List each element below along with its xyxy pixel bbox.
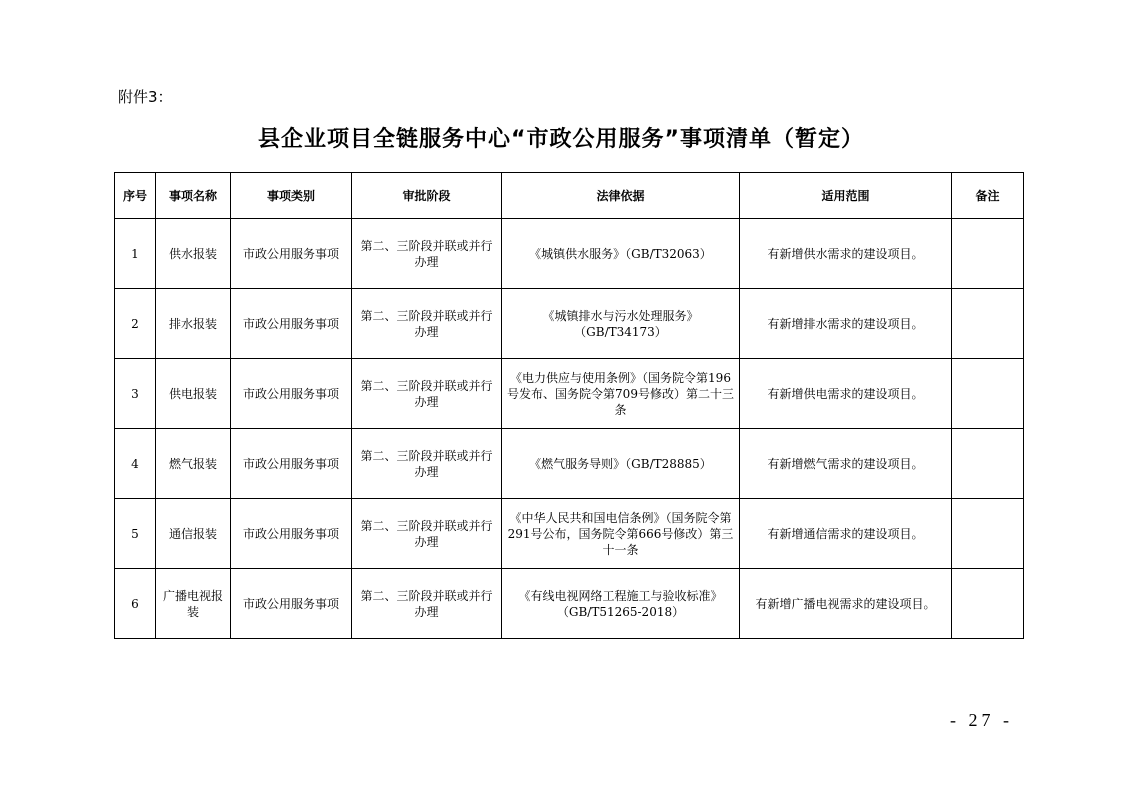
table-header-row — [115, 173, 1024, 219]
cell-no: 6 — [115, 569, 156, 639]
cell-stage: 第二、三阶段并联或并行办理 — [352, 289, 502, 359]
cell-remarks — [952, 499, 1024, 569]
cell-legal-basis: 《电力供应与使用条例》（国务院令第196号发布、国务院令第709号修改）第二十三条 — [502, 359, 740, 429]
cell-stage: 第二、三阶段并联或并行办理 — [352, 429, 502, 499]
table-row — [115, 429, 1024, 499]
cell-category: 市政公用服务事项 — [231, 289, 352, 359]
cell-category: 市政公用服务事项 — [231, 219, 352, 289]
items-table — [114, 172, 1024, 639]
cell-category: 市政公用服务事项 — [231, 569, 352, 639]
cell-category: 市政公用服务事项 — [231, 359, 352, 429]
cell-stage: 第二、三阶段并联或并行办理 — [352, 499, 502, 569]
cell-name: 广播电视报装 — [156, 569, 231, 639]
cell-remarks — [952, 429, 1024, 499]
header-remarks: 备注 — [952, 173, 1024, 219]
table-row — [115, 569, 1024, 639]
cell-legal-basis: 《中华人民共和国电信条例》（国务院令第291号公布，国务院令第666号修改）第三十一条 — [502, 499, 740, 569]
cell-remarks — [952, 219, 1024, 289]
header-no: 序号 — [115, 173, 156, 219]
cell-no: 3 — [115, 359, 156, 429]
cell-stage: 第二、三阶段并联或并行办理 — [352, 359, 502, 429]
cell-name: 燃气报装 — [156, 429, 231, 499]
cell-stage: 第二、三阶段并联或并行办理 — [352, 219, 502, 289]
cell-remarks — [952, 359, 1024, 429]
table-row — [115, 289, 1024, 359]
cell-legal-basis: 《燃气服务导则》（GB/T28885） — [502, 429, 740, 499]
cell-remarks — [952, 569, 1024, 639]
cell-no: 4 — [115, 429, 156, 499]
cell-stage: 第二、三阶段并联或并行办理 — [352, 569, 502, 639]
cell-legal-basis: 《城镇供水服务》（GB/T32063） — [502, 219, 740, 289]
cell-category: 市政公用服务事项 — [231, 429, 352, 499]
header-name: 事项名称 — [156, 173, 231, 219]
cell-scope: 有新增燃气需求的建设项目。 — [740, 429, 952, 499]
header-scope: 适用范围 — [740, 173, 952, 219]
cell-no: 1 — [115, 219, 156, 289]
cell-name: 供水报装 — [156, 219, 231, 289]
document-title: 县企业项目全链服务中心“市政公用服务”事项清单（暂定） — [258, 127, 864, 152]
cell-scope: 有新增排水需求的建设项目。 — [740, 289, 952, 359]
cell-scope: 有新增通信需求的建设项目。 — [740, 499, 952, 569]
attachment-label: 附件3： — [118, 88, 173, 106]
header-stage: 审批阶段 — [352, 173, 502, 219]
cell-name: 供电报装 — [156, 359, 231, 429]
cell-scope: 有新增供水需求的建设项目。 — [740, 219, 952, 289]
cell-scope: 有新增供电需求的建设项目。 — [740, 359, 952, 429]
page-number: - 27 - — [950, 710, 1013, 730]
cell-legal-basis: 《城镇排水与污水处理服务》（GB/T34173） — [502, 289, 740, 359]
cell-scope: 有新增广播电视需求的建设项目。 — [740, 569, 952, 639]
table-row — [115, 359, 1024, 429]
cell-remarks — [952, 289, 1024, 359]
cell-name: 排水报装 — [156, 289, 231, 359]
table-row — [115, 219, 1024, 289]
cell-category: 市政公用服务事项 — [231, 499, 352, 569]
cell-no: 2 — [115, 289, 156, 359]
header-legal-basis: 法律依据 — [502, 173, 740, 219]
cell-name: 通信报装 — [156, 499, 231, 569]
header-category: 事项类别 — [231, 173, 352, 219]
cell-legal-basis: 《有线电视网络工程施工与验收标准》（GB/T51265-2018） — [502, 569, 740, 639]
table-row — [115, 499, 1024, 569]
cell-no: 5 — [115, 499, 156, 569]
